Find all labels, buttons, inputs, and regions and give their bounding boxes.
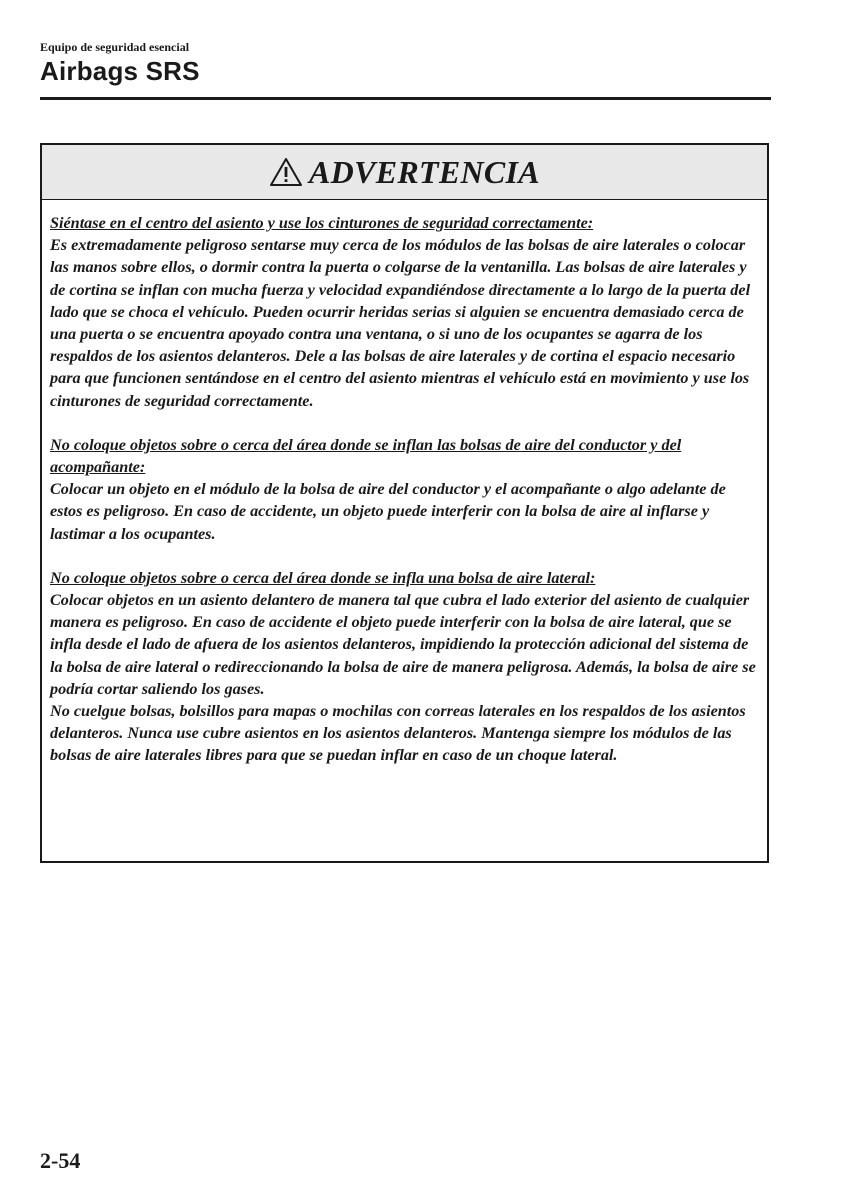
- section-label: Equipo de seguridad esencial: [40, 40, 190, 54]
- paragraph-text-continued: No cuelgue bolsas, bolsillos para mapas o mochilas con correas laterales en los respaldos de los asientos delanteros. Nunca use cubre asientos en los asientos delanteros. Mantenga siempre los módulos de las bolsas de aire laterales libres para que se puedan inflar en caso de un choque lateral.: [50, 702, 746, 765]
- warning-box: [40, 143, 769, 863]
- warning-paragraph-front-airbags: [50, 434, 759, 545]
- warning-paragraph-side-airbag: [50, 567, 759, 767]
- paragraph-title: Siéntase en el centro del asiento y use los cinturones de seguridad correctamente:: [50, 214, 594, 232]
- paragraph-title: No coloque objetos sobre o cerca del área donde se inflan las bolsas de aire del conductor y del acompañante:: [50, 435, 682, 477]
- warning-paragraph-seating: [50, 212, 759, 412]
- warning-header: [42, 145, 767, 200]
- warning-triangle-icon: [269, 157, 303, 187]
- warning-heading: ADVERTENCIA: [309, 153, 540, 190]
- warning-body: [42, 200, 767, 767]
- page-title: Airbags SRS: [40, 56, 200, 86]
- page-number: 2-54: [40, 1148, 81, 1173]
- paragraph-text: Colocar un objeto en el módulo de la bolsa de aire del conductor y el acompañante o algo adelante de estos es peligroso. En caso de accidente, un objeto puede interferir con la bolsa de aire al inflarse y lastimar a los ocupantes.: [50, 480, 726, 543]
- paragraph-title: No coloque objetos sobre o cerca del área donde se infla una bolsa de aire lateral:: [50, 568, 596, 587]
- paragraph-text: Es extremadamente peligroso sentarse muy cerca de los módulos de las bolsas de aire laterales o colocar las manos sobre ellos, o dormir contra la puerta o colgarse de la ventanilla. Las bolsas de aire laterales y de cortina se inflan con mucha fuerza y velocidad expandiéndose directamente a lo largo de la puerta del lado que se choca el vehículo. Pueden ocurrir heridas serias si alguien se encuentra demasiado cerca de una puerta o se encuentra apoyado contra una ventana, o si uno de los ocupantes se agarra de los respaldos de los asientos delanteros. Dele a las bolsas de aire laterales y de cortina el espacio necesario para que funcionen sentándose en el centro del asiento mientras el vehículo está en movimiento y use los cinturones de seguridad correctamente.: [50, 236, 751, 410]
- paragraph-text: Colocar objetos en un asiento delantero de manera tal que cubra el lado exterior del asiento de cualquier manera es peligroso. En caso de accidente el objeto puede interferir con la bolsa de aire lateral, que se infla desde el lado de afuera de los asientos delanteros, impidiendo la protección adicional del sistema de la bolsa de aire lateral o redireccionando la bolsa de aire de manera peligrosa. Además, la bolsa de aire se podría cortar saliendo los gases.: [50, 591, 756, 698]
- title-rule: [40, 97, 771, 100]
